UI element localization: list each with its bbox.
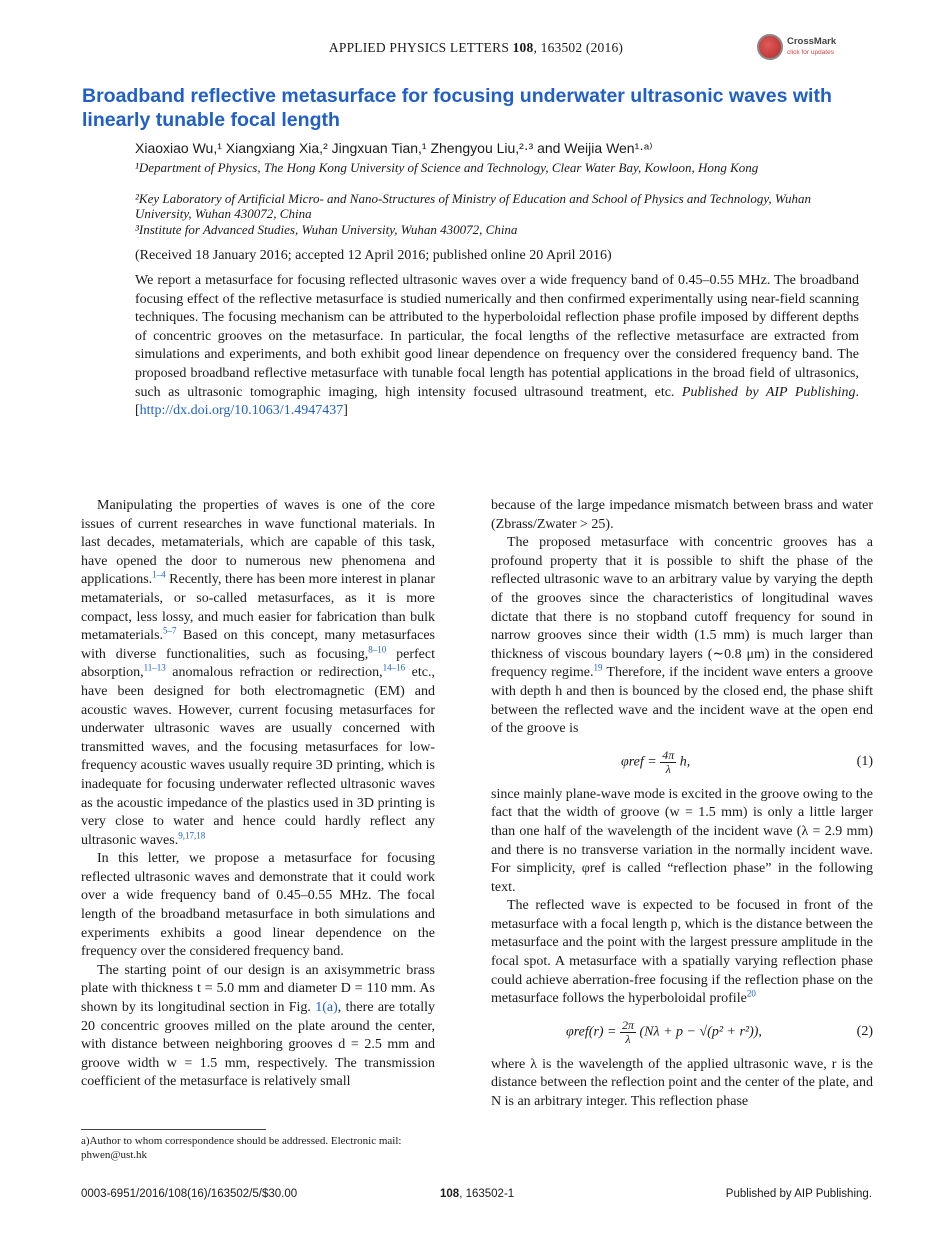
citation-link[interactable]: 9,17,18	[178, 830, 206, 841]
eq-numerator: 2π	[622, 1017, 635, 1032]
citation-link[interactable]: 5–7	[163, 625, 177, 636]
equation-1	[491, 749, 873, 776]
text-run: , there are totally 20 concentric grooves milled on the plate around the center, with distance between neighboring grooves d = 2.5 mm and groove width w = 1.5 mm, respectively. The transmission coefficient of the metasurface is relatively small	[81, 1000, 436, 1090]
text-run: etc., have been designed for both electromagnetic (EM) and acoustic waves. However, current focusing metasurfaces for underwater ultrasonic waves are usually concerned with transmitted waves, and the focusing metasurfaces for low-frequency acoustic waves usually require 3D printing, which is inadequate for focusing underwater reflected ultrasonic waves as the acoustic impedance of the plastics used in 3D printing is very close to water and hence could hardly reflect any ultrasonic waves.	[81, 665, 435, 848]
left-column	[81, 497, 435, 1092]
text-run: The proposed metasurface with concentric grooves has a profound property that it is possible to shift the phase of the reflected ultrasonic wave to an arbitrary value by varying the depth of the grooves since the characteristics of longitudinal waves dictate that there is no stopband cutoff frequency for sound in narrow grooves since their width (1.5 mm) is much larger than thickness of viscous boundary layers (∼0.8 μm) in the considered frequency regime.	[491, 535, 873, 681]
paragraph-wavelength: where λ is the wavelength of the applied ultrasonic wave, r is the distance between the reflection point and the center of the plate, and N is an arbitrary integer. This reflection phase	[491, 1056, 873, 1110]
equation-2	[491, 1019, 873, 1046]
citation-link[interactable]: 14–16	[382, 662, 406, 673]
crossmark-subtitle: click for updates	[787, 49, 834, 56]
eq-denominator: λ	[625, 1031, 631, 1046]
affiliation-1: ¹Department of Physics, The Hong Kong University of Science and Technology, Clear Water Bay, Kowloon, Hong Kong	[135, 160, 759, 175]
right-column	[491, 497, 873, 1112]
paragraph-design	[81, 962, 435, 1092]
paragraph-planewave: since mainly plane-wave mode is excited in the groove owing to the fact that the width of groove (w = 1.5 mm) is only a little larger than one half of the wavelength of the incident wave (λ = 2.9 mm) and there is no transverse variation in the normally incident wave. For simplicity, φref is called “reflection phase” in the following text.	[491, 786, 873, 895]
paragraph-proposal: In this letter, we propose a metasurface for focusing reflected ultrasonic waves and demonstrate that it could work over a wide frequency band of 0.45–0.55 MHz. The focal length of the broadband metasurface in both simulations and experiments exhibits a good linear dependence on the frequency over the considered frequency band.	[81, 851, 435, 960]
text-run: The reflected wave is expected to be focused in front of the metasurface with a focal length p, which is the distance between the metasurface and the point with the largest pressure amplitude in the focal spot. A metasurface with a spatially varying reflection phase could achieve aberration-free focusing if the reflection phase on the metasurface follows the hyperboloidal profile	[491, 898, 873, 1007]
eq-lhs: φref =	[621, 754, 661, 770]
author-list: Xiaoxiao Wu,¹ Xiangxiang Xia,² Jingxuan Tian,¹ Zhengyou Liu,²·³ and Weijia Wen¹·ᵃ⁾	[135, 140, 653, 156]
footer-volume: 108	[440, 1188, 460, 1200]
affiliation-3: ³Institute for Advanced Studies, Wuhan University, Wuhan 430072, China	[135, 222, 518, 237]
citation-link[interactable]: 11–13	[143, 662, 166, 673]
paragraph-continuation: because of the large impedance mismatch between brass and water (Zbrass/Zwater > 25).	[491, 498, 873, 532]
crossmark-icon	[757, 34, 783, 60]
eq-rhs: h,	[679, 754, 691, 770]
text-run: perfect absorption,	[81, 646, 436, 681]
footnote-divider	[81, 1129, 266, 1130]
paragraph-grooves	[491, 534, 873, 739]
eq-lhs: φref(r) =	[566, 1024, 620, 1040]
publisher-note: Published by AIP Publishing	[681, 384, 856, 400]
abstract: We report a metasurface for focusing reflected ultrasonic waves over a wide frequency band of 0.45–0.55 MHz. The broadband focusing effect of the reflective metasurface is studied numerically and then confirmed experimentally using near-field scanning techniques. The focusing mechanism can be attributed to the hyperboloidal reflection phase profile imposed by different depths of concentric grooves on the metasurface. In particular, the focal lengths of the reflective metasurface are extracted from simulations and experiments, and both exhibit good linear dependence on frequency over the considered frequency band. The proposed broadband reflective metasurface with tunable focal length has potential applications in the broad field of ultrasonics, such as ultrasonic tomographic imaging, high intensity focused ultrasound treatment, etc. Published by AIP Publishing. [http://dx.doi.org/10.1063/1.4947437]	[135, 273, 860, 419]
eq-fraction	[660, 749, 676, 776]
affiliation-2: ²Key Laboratory of Artificial Micro- and Nano-Structures of Ministry of Education and School of Physics and Technology, Wuhan University, Wuhan 430072, China	[135, 191, 811, 221]
paper-title: Broadband reflective metasurface for focusing underwater ultrasonic waves with linearly tunable focal length	[82, 85, 832, 131]
eq-denominator: λ	[665, 761, 671, 776]
equation-number: (1)	[856, 753, 873, 769]
text-run: Therefore, if the incident wave enters a groove with depth h and then is bounced by the closed end, the phase shift between the reflected wave and the incident wave at the open end of the groove is	[491, 665, 873, 737]
citation-link[interactable]: 19	[593, 662, 603, 673]
crossmark-badge[interactable]	[757, 34, 837, 64]
text-run: Recently, there has been more interest in planar metamaterials, or so-called metasurfaces, as it is more compact, less lossy, and much easier for fabrication than bulk metamaterials.	[81, 572, 435, 644]
footer-page	[440, 1188, 514, 1200]
eq-numerator: 4π	[662, 747, 675, 762]
received-dates: (Received 18 January 2016; accepted 12 April 2016; published online 20 April 2016)	[135, 248, 612, 263]
figure-link[interactable]: 1(a)	[315, 1000, 338, 1016]
journal-volume: 108	[512, 40, 534, 55]
citation-link[interactable]: 1–4	[152, 569, 166, 580]
footer-page-number: , 163502-1	[459, 1188, 515, 1200]
text-run: The starting point of our design is an axisymmetric brass plate with thickness t = 5.0 mm and diameter D = 110 mm. As shown by its longitudinal section in Fig.	[81, 962, 435, 1016]
text-run: Based on this concept, many metasurfaces with diverse functionalities, such as focusing,	[81, 628, 435, 662]
equation-2-expression	[566, 1019, 762, 1046]
citation-link[interactable]: 8–10	[368, 644, 387, 655]
crossmark-title: CrossMark	[787, 36, 837, 47]
paragraph-focusing	[491, 897, 873, 1009]
eq-rhs: (Nλ + p − √(p² + r²)),	[639, 1024, 762, 1040]
citation-link[interactable]: 20	[746, 988, 756, 999]
text-run: anomalous refraction or redirection,	[165, 665, 383, 681]
equation-1-expression	[621, 749, 690, 776]
footer-issn: 0003-6951/2016/108(16)/163502/5/$30.00	[81, 1188, 298, 1200]
doi-link[interactable]: http://dx.doi.org/10.1063/1.4947437	[139, 403, 344, 419]
paragraph-intro	[81, 497, 435, 850]
footnote: a)Author to whom correspondence should be addressed. Electronic mail: phwen@ust.hk	[81, 1135, 402, 1161]
abstract-text: We report a metasurface for focusing reflected ultrasonic waves over a wide frequency band of 0.45–0.55 MHz. The broadband focusing effect of the reflective metasurface is studied numerically and then confirmed experimentally using near-field scanning techniques. The focusing mechanism can be attributed to the hyperboloidal reflection phase profile imposed by different depths of concentric grooves on the metasurface. In particular, the focal lengths of the reflective metasurface are extracted from simulations and experiments, and both exhibit good linear dependence on frequency over the considered frequency band. The proposed broadband reflective metasurface with tunable focal length has potential applications in the broad field of ultrasonics, such as ultrasonic tomographic imaging, high intensity focused ultrasound treatment, etc.	[135, 273, 859, 400]
equation-number: (2)	[856, 1024, 873, 1040]
text-run: Manipulating the properties of waves is one of the core issues of current researches in wave functional materials. In last decades, metamaterials, which are capable of this task, have opened the door to numerous new phenomena and applications.	[81, 498, 435, 588]
footer-publisher: Published by AIP Publishing.	[725, 1188, 872, 1200]
journal-article: , 163502 (2016)	[533, 40, 624, 55]
eq-fraction	[620, 1019, 636, 1046]
journal-name: APPLIED PHYSICS LETTERS	[328, 40, 510, 55]
